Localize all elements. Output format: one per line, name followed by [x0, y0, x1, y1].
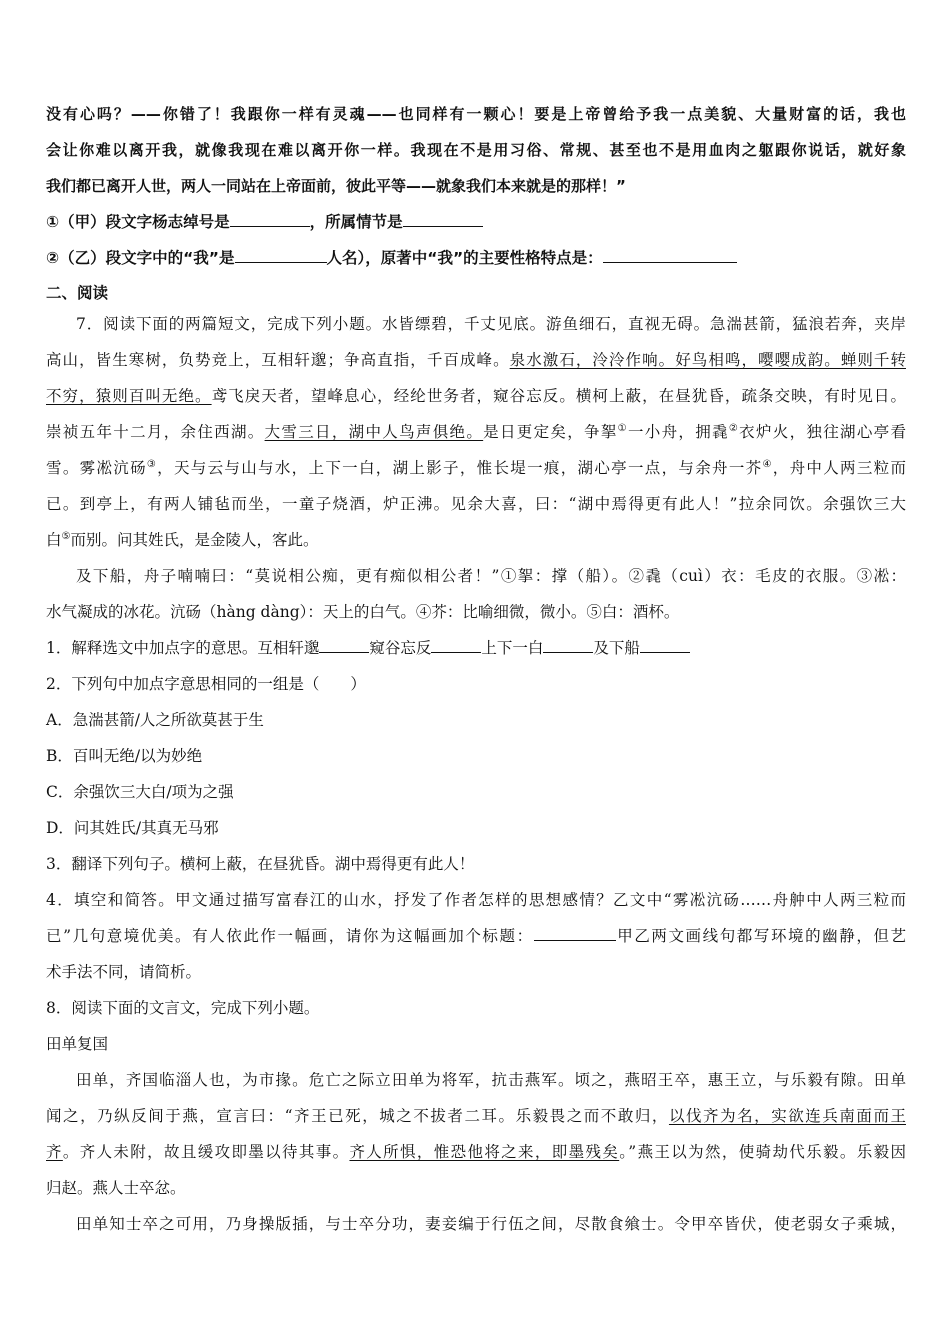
underlined-sentence: 以伐齐为名，实欲连兵南面而王 [668, 1107, 906, 1125]
p8-text: 。”燕王以为然，使骑劫代乐毅。乐毅因 [619, 1143, 906, 1161]
option-a[interactable]: A．急湍甚箭/人之所欲莫甚于生 [46, 711, 264, 729]
p7-line-5 [46, 450, 906, 486]
subquestion-1-text: 上下一白 [481, 639, 544, 657]
p8-line-5: 田单知士卒之可用，乃身操版插，与士卒分功，妻妾编于行伍之间，尽散食飨士。令甲卒皆伏，使老弱女子乘城， [76, 1215, 906, 1233]
subquestion-4-line-3: 术手法不同，请简析。 [46, 963, 202, 981]
document-page [46, 96, 906, 1242]
question-2-line [46, 240, 906, 276]
p8-line-3 [46, 1134, 906, 1170]
p7-text: 白 [46, 531, 62, 549]
p7-text: 雪。雾凇沆砀 [46, 459, 147, 477]
answer-blank-plot[interactable] [403, 212, 483, 227]
question-1-line [46, 204, 906, 240]
question-1-label-a: ①（甲）段文字杨志绰号是 [46, 213, 230, 231]
p7-text: ，天与云与山与水，上下一白，湖上影子，惟长堤一痕，湖心亭一点，与余舟一芥 [157, 459, 763, 477]
p7-line-1: 7．阅读下面的两篇短文，完成下列小题。水皆缥碧，千丈见底。游鱼细石，直视无碍。急湍甚箭，猛浪若奔，夹岸 [76, 315, 906, 333]
p7-line-6: 已。到亭上，有两人铺毡而坐，一童子烧酒，炉正沸。见余大喜，曰：“湖中焉得更有此人！”拉余同饮。余强饮三大 [46, 495, 906, 513]
subquestion-1-text: 1．解释选文中加点字的意思。互相轩邈 [46, 639, 320, 657]
p7-text: 一小舟，拥毳 [627, 423, 729, 441]
footnote-marker: ② [728, 422, 740, 434]
answer-blank-nickname[interactable] [230, 212, 310, 227]
subquestion-4-text: 已”几句意境优美。有人依此作一幅画，请你为这幅画加个标题： [46, 927, 534, 945]
footnote-marker: ④ [762, 458, 773, 470]
p8-line-1: 田单，齐国临淄人也，为市掾。危亡之际立田单为将军，抗击燕军。顷之，燕昭王卒，惠王立，与乐毅有隙。田单 [76, 1071, 906, 1089]
answer-blank-name[interactable] [235, 248, 327, 263]
option-c[interactable]: C．余强饮三大白/项为之强 [46, 783, 234, 801]
p7-line-2 [46, 342, 906, 378]
p7-text: 高山，皆生寒树，负势竞上，互相轩邈；争高直指，千百成峰。 [46, 351, 510, 369]
p8-line-4: 归赵。燕人士卒忿。 [46, 1179, 186, 1197]
p7-line-7 [46, 522, 906, 558]
p7-text: 鸢飞戾天者，望峰息心，经纶世务者，窥谷忘反。横柯上蔽，在昼犹昏，疏条交映，有时见日。 [211, 387, 906, 405]
section-heading: 二、阅读 [46, 284, 109, 302]
underlined-sentence: 大雪三日，湖中人鸟声俱绝。 [264, 423, 484, 441]
subquestion-1 [46, 630, 906, 666]
subquestion-1-text: 及下船 [593, 639, 640, 657]
underlined-sentence: 齐 [46, 1143, 63, 1161]
p7-text: 崇祯五年十二月，余住西湖。 [46, 423, 265, 441]
passage-line-3: 我们都已离开人世，两人一同站在上帝面前，彼此平等——就象我们本来就是的那样！” [46, 177, 626, 195]
subquestion-3: 3．翻译下列句子。横柯上蔽，在昼犹昏。湖中焉得更有此人！ [46, 855, 475, 873]
underlined-sentence: 泉水激石，泠泠作响。好鸟相鸣，嘤嘤成韵。蝉则千转 [509, 351, 906, 369]
footnote-marker: ① [617, 422, 628, 434]
question-2-label-a: ②（乙）段文字中的“我”是 [46, 249, 235, 267]
answer-blank-title[interactable] [534, 926, 616, 941]
footnote-marker: ⑤ [61, 530, 71, 542]
passage-line-2: 会让你难以离开我，就像我现在难以离开你一样。我现在不是用习俗、常规、甚至也不是用血肉之躯跟你说话，就好象 [46, 141, 906, 159]
p7-text: 而别。问其姓氏，是金陵人，客此。 [70, 531, 319, 549]
question-8-intro: 8．阅读下面的文言文，完成下列小题。 [46, 999, 320, 1017]
subquestion-4-line-2 [46, 918, 906, 954]
p8-text: 。齐人未附，故且缓攻即墨以待其事。 [62, 1143, 350, 1161]
p7-text: 是日更定矣，争挐 [483, 423, 618, 441]
subquestion-1-text: 窥谷忘反 [369, 639, 432, 657]
p7-text: ，舟中人两三粒而 [772, 459, 906, 477]
p8-line-2 [46, 1098, 906, 1134]
subquestion-4-line-1: 4．填空和简答。甲文通过描写富春江的山水，抒发了作者怎样的思想感情？乙文中“雾凇沆砀……舟舯中人两三粒而 [46, 891, 906, 909]
underlined-sentence: 齐人所惧，惟恐他将之来，即墨残矣 [349, 1143, 620, 1161]
answer-blank-3[interactable] [543, 638, 593, 653]
question-2-label-b: 人名），原著中“我”的主要性格特点是： [326, 249, 603, 267]
p7-line-8: 及下船，舟子喃喃曰：“莫说相公痴，更有痴似相公者！”①挐：撑（船）。②毳（cuì）衣：毛皮的衣服。③凇： [76, 567, 906, 585]
passage-title: 田单复国 [46, 1035, 109, 1053]
answer-blank-traits[interactable] [603, 248, 737, 263]
underlined-sentence: 不穷，猿则百叫无绝。 [46, 387, 212, 405]
p7-line-4 [46, 414, 906, 450]
subquestion-2: 2．下列句中加点字意思相同的一组是（ ） [46, 675, 366, 693]
p8-text: 闻之，乃纵反间于燕，宣言曰：“齐王已死，城之不拔者二耳。乐毅畏之而不敢归， [46, 1107, 669, 1125]
answer-blank-2[interactable] [431, 638, 481, 653]
footnote-marker: ③ [146, 458, 158, 470]
answer-blank-4[interactable] [640, 638, 690, 653]
passage-line-1: 没有心吗？——你错了！我跟你一样有灵魂——也同样有一颗心！要是上帝曾给予我一点美貌、大量财富的话，我也 [46, 105, 906, 123]
p7-line-9: 水气凝成的冰花。沆砀（hàng dàng）：天上的白气。④芥：比喻细微，微小。⑤白：酒杯。 [46, 603, 680, 621]
option-d[interactable]: D．问其姓氏/其真无马邪 [46, 819, 219, 837]
subquestion-4-text: 甲乙两文画线句都写环境的幽静，但艺 [615, 927, 906, 945]
answer-blank-1[interactable] [319, 638, 369, 653]
option-b[interactable]: B．百叫无绝/以为妙绝 [46, 747, 203, 765]
p7-line-3 [46, 378, 906, 414]
question-1-label-b: ，所属情节是 [309, 213, 403, 231]
p7-text: 衣炉火，独往湖心亭看 [739, 423, 906, 441]
